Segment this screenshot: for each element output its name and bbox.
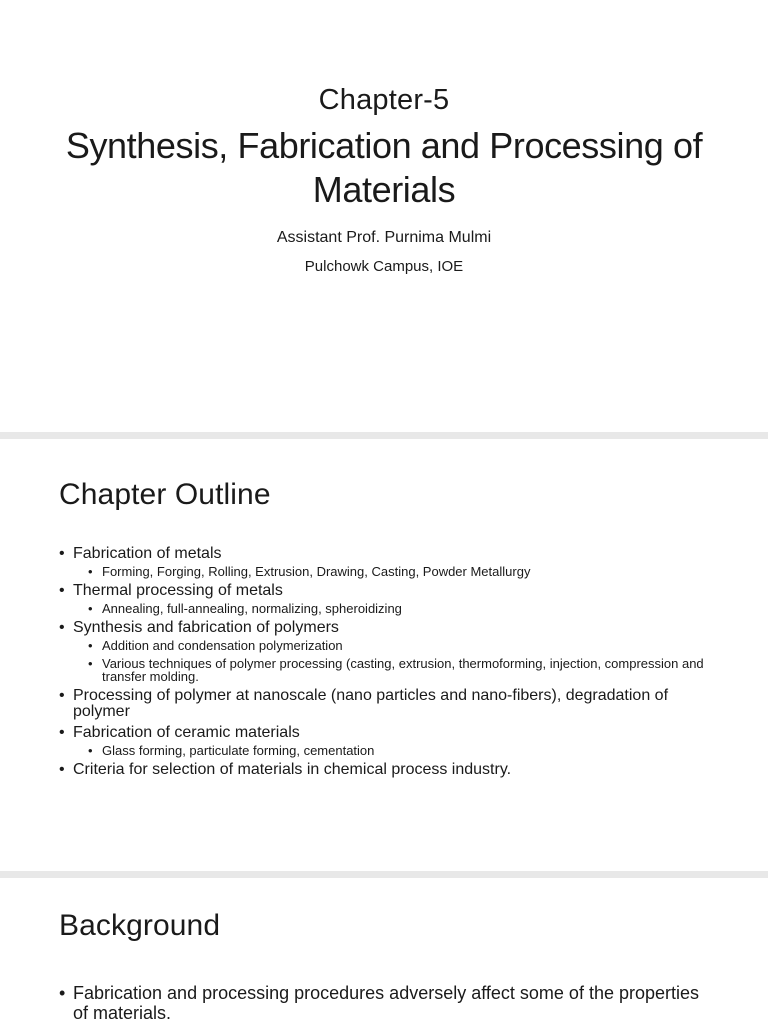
- campus-name: Pulchowk Campus, IOE: [304, 258, 464, 275]
- outline-item-text: Fabrication of metals: [73, 545, 222, 562]
- author-name: Assistant Prof. Purnima Mulmi: [276, 229, 492, 246]
- outline-item-text: Criteria for selection of materials in chemical process industry.: [73, 761, 512, 778]
- background-slide: [0, 878, 768, 1024]
- outline-list: [59, 546, 719, 783]
- outline-item: [59, 725, 719, 757]
- outline-slide: [0, 439, 768, 871]
- outline-item-text: Thermal processing of metals: [73, 582, 283, 599]
- outline-item-text: Fabrication of ceramic materials: [73, 724, 300, 741]
- chapter-title: Synthesis, Fabrication and Processing of Materials: [65, 125, 703, 210]
- background-heading: Background: [59, 909, 221, 942]
- background-list: [59, 983, 709, 1023]
- outline-subitem: • Forming, Forging, Rolling, Extrusion, Drawing, Casting, Powder Metallurgy: [73, 565, 719, 578]
- background-item: • Fabrication and processing procedures adversely affect some of the properties of materials.: [59, 983, 709, 1023]
- outline-item: [59, 688, 719, 720]
- outline-item-text: Processing of polymer at nanoscale (nano particles and nano-fibers), degradation of polymer: [73, 687, 669, 720]
- outline-sublist: [73, 744, 719, 757]
- outline-subitem: • Annealing, full-annealing, normalizing, spheroidizing: [73, 602, 719, 615]
- outline-subitem: • Glass forming, particulate forming, cementation: [73, 744, 719, 757]
- outline-sublist: [73, 639, 719, 683]
- title-slide: [0, 0, 768, 432]
- outline-item: [59, 583, 719, 615]
- outline-item-text: Synthesis and fabrication of polymers: [73, 619, 339, 636]
- chapter-number: Chapter-5: [318, 84, 450, 116]
- outline-subitem: • Addition and condensation polymerization: [73, 639, 719, 652]
- outline-sublist: [73, 565, 719, 578]
- outline-item: [59, 620, 719, 683]
- outline-subitem: • Various techniques of polymer processing (casting, extrusion, thermoforming, injection, compression and transfer molding.: [73, 657, 719, 683]
- outline-heading: Chapter Outline: [59, 478, 271, 511]
- outline-item: [59, 546, 719, 578]
- outline-sublist: [73, 602, 719, 615]
- outline-item: [59, 762, 719, 778]
